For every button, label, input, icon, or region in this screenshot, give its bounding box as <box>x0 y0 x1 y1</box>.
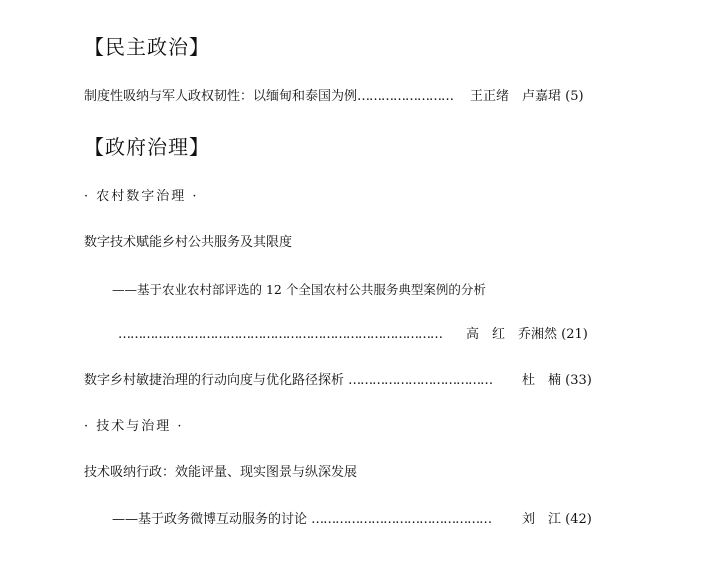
entry-page: (42) <box>565 512 592 527</box>
entry-author-page <box>466 326 588 344</box>
entry-subtitle-line <box>112 511 491 529</box>
subsection-label-technology-and-governance: · 技术与治理 · <box>84 419 184 434</box>
entry-author: 刘 江 <box>522 512 562 527</box>
dot-leader: ……………………………… <box>348 373 493 388</box>
entry-author: 高 红 乔湘然 <box>466 327 558 342</box>
entry-page: (5) <box>565 89 584 104</box>
section-heading-democratic-politics: 【民主政治】 <box>84 35 210 59</box>
entry-author: 杜 楠 <box>522 373 562 388</box>
subsection-label-rural-digital-governance: · 农村数字治理 · <box>84 189 199 204</box>
entry-title[interactable]: 数字技术赋能乡村公共服务及其限度 <box>84 235 293 250</box>
entry-author-page <box>470 88 584 106</box>
section-heading-government-governance: 【政府治理】 <box>84 135 210 159</box>
entry-title: 制度性吸纳与军人政权韧性：以缅甸和泰国为例 <box>84 89 358 104</box>
entry-page: (21) <box>561 327 588 342</box>
toc-entry[interactable] <box>84 372 492 390</box>
entry-title[interactable]: 技术吸纳行政：效能评量、现实图景与纵深发展 <box>84 465 358 480</box>
dot-leader: ……………………………………… <box>311 512 492 527</box>
entry-subtitle: ——基于政务微博互动服务的讨论 <box>112 512 308 527</box>
entry-author: 王正绪 卢嘉珺 <box>470 89 562 104</box>
dot-leader: …………………… <box>357 89 454 104</box>
entry-subtitle: ——基于农业农村部评选的 12 个全国农村公共服务典型案例的分析 <box>112 282 486 297</box>
entry-title: 数字乡村敏捷治理的行动向度与优化路径探析 <box>84 373 345 388</box>
dot-leader: ……………………………………………………………………… <box>118 327 442 342</box>
entry-page: (33) <box>565 373 592 388</box>
entry-author-page <box>522 511 592 529</box>
toc-entry[interactable] <box>84 88 453 106</box>
entry-author-page <box>522 372 592 390</box>
